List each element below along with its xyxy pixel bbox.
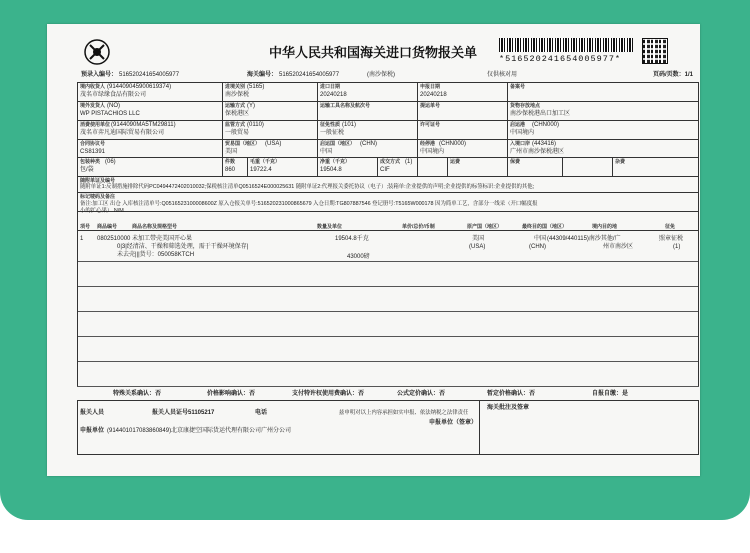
contract: CS81391 — [80, 149, 106, 155]
docs-line: 随附单证1:反制措施排除代码PC0494472402010032;保税核注清单Q0516524E000025631 随附单证2:代理报关委托协议（电子）;装箱单:企业提供的声明;企业提供的标签标识:企业提供的其他; — [80, 184, 535, 190]
customs-declaration-form — [47, 24, 700, 476]
unit-label: 申报单位 — [80, 428, 105, 434]
special-confirm: 特殊关系确认：否 — [113, 391, 162, 397]
customs-emblem-icon — [83, 38, 111, 66]
deal: CIF — [380, 167, 390, 173]
entry-port-code: (5165) — [247, 84, 265, 90]
supervision-code: (0110) — [247, 122, 264, 128]
entry-place: 广州市南沙保税港区 — [510, 149, 565, 155]
page-label: 页码/页数：1/1 — [653, 72, 694, 78]
royalty-confirm: 支付特许权使用费确认：否 — [292, 391, 365, 397]
col-levy: 征免 — [665, 224, 676, 230]
col-qty: 数量及单位 — [317, 224, 343, 230]
entry-port: 南沙保税 — [225, 92, 250, 98]
declarant-cert: 报关人员证号51105217 — [152, 410, 215, 416]
phone-label: 电话 — [255, 410, 268, 416]
consignee: 茂名市绿缘食品有限公司 — [80, 92, 147, 98]
item-dest-code: (CHN) — [529, 244, 546, 250]
barcode-number: *516520241654005977* — [499, 54, 622, 64]
prep-no: 516520241654005977 — [119, 72, 180, 78]
copy-label: 仅供核对用 — [487, 72, 518, 78]
net: 19504.8 — [320, 167, 342, 173]
item-name-3: 未去壳|||货号：050058KTCH — [117, 252, 195, 258]
declaring-unit: (914401017083860849)北京康捷空国际货运代理有限公司广州分公司 — [107, 428, 292, 434]
transport-code: (Y) — [247, 103, 255, 109]
item-district-1: (44309/440115)南沙其他/广 — [547, 236, 621, 242]
col-price: 单价/总价/币制 — [402, 224, 435, 230]
item-origin-code: (USA) — [469, 244, 486, 250]
customs-remark-label: 海关批注及签章 — [487, 405, 530, 411]
origin-port-code: (CHN000) — [532, 122, 560, 128]
via-port: 中国境内 — [420, 149, 445, 155]
storage: 南沙保税港出口加工区 — [510, 111, 571, 117]
entry-place-code: (443416) — [532, 141, 557, 147]
pack: 包/袋 — [80, 167, 94, 173]
customs-place: (南沙保税) — [367, 72, 395, 78]
tax: 一般征税 — [320, 130, 345, 136]
customs-no: 516520241654005977 — [279, 72, 340, 78]
net-label: 净重（千克） — [320, 159, 351, 165]
supervision: 一般贸易 — [225, 130, 250, 136]
item-code: 0802510000 — [97, 236, 131, 242]
marks-label: 标记唛码及备注 — [80, 194, 116, 200]
docs-label: 随附单证及编号 — [80, 178, 116, 184]
declare-date: 20240218 — [420, 92, 447, 98]
contract-label: 合同协议号 — [80, 141, 106, 147]
via-port-code: (CHN000) — [439, 141, 467, 147]
col-no: 项号 — [80, 224, 91, 230]
license-label: 许可证号 — [420, 122, 441, 128]
item-district-2: 州市南沙区 — [603, 244, 634, 250]
pieces: 860 — [225, 167, 236, 173]
consignee-label: 境内收货人 — [80, 84, 106, 90]
misc-label: 杂费 — [615, 159, 626, 165]
ship-country: 中国 — [320, 149, 333, 155]
deal-label: 成交方式 — [380, 159, 401, 165]
prep-no-label: 预录入编号： — [81, 72, 118, 78]
marks-line-1: 备注:加工区 出仓 入库核注清单号:Q0516523100008600Z 原入仓报关单号:516520231000865679 入仓日期:TG807887546 登记册号:T5165W000178 因为简单工艺，含部分一线采（开口幅度报 — [80, 201, 538, 207]
entry-port-label: 进境关别 — [225, 84, 246, 90]
pieces-label: 件数 — [225, 159, 236, 165]
col-dest: 最终目的国（地区） — [522, 224, 568, 230]
form-title: 中华人民共和国海关进口货物报关单 — [269, 46, 478, 61]
bill-label: 提运单号 — [420, 103, 441, 109]
record-no-label: 备案号 — [510, 84, 526, 90]
pack-label: 包装种类 — [80, 159, 101, 165]
col-code: 商品编号 — [97, 224, 118, 230]
declarant-label: 报关人员 — [80, 410, 105, 416]
item-levy-1: 照章征税 — [659, 236, 684, 242]
item-name-1: 未加工带壳美国开心果 — [132, 236, 193, 242]
tax-label: 征免性质 — [320, 122, 341, 128]
col-name: 商品名称及规格型号 — [132, 224, 178, 230]
item-no: 1 — [80, 236, 84, 242]
ship-country-label: 启运国（地区） — [320, 141, 356, 147]
customs-no-label: 海关编号： — [247, 72, 278, 78]
supervision-label: 监管方式 — [225, 122, 246, 128]
col-origin: 原产国（地区） — [467, 224, 503, 230]
selfpay-confirm: 自报自缴：是 — [592, 391, 629, 397]
consignee-code: (914409045900619374) — [107, 84, 172, 90]
transport-label: 运输方式 — [225, 103, 246, 109]
provisional-confirm: 暂定价格确认：否 — [487, 391, 536, 397]
consumer-code: (9144090MA5TM29811) — [111, 122, 176, 128]
item-levy-2: (1) — [673, 244, 681, 250]
item-qty-2: 43000磅 — [347, 254, 370, 260]
storage-label: 货物存放地点 — [510, 103, 541, 109]
unit-stamp-label: 申报单位（签章） — [429, 420, 478, 426]
marks-line-2: 小的扩心果） N/M — [80, 208, 124, 214]
gross: 19722.4 — [250, 167, 272, 173]
legal-statement: 兹申明对以上内容承担如实申报、依法纳税之法律责任 — [339, 410, 469, 416]
pack-code: (06) — [105, 159, 116, 165]
transport: 保税港区 — [225, 111, 250, 117]
origin-port: 中国境内 — [510, 130, 535, 136]
pricing-confirm: 公式定价确认：否 — [397, 391, 446, 397]
vehicle-label: 运输工具名称及航次号 — [320, 103, 371, 109]
origin-port-label: 启运港 — [510, 122, 526, 128]
item-qty-1: 19504.8千克 — [335, 236, 369, 242]
item-name-2: 0|3|经清洁、干燥和筛选处理，需于干燥环境保存| — [117, 244, 249, 250]
trade-country-code: (USA) — [265, 141, 282, 147]
tax-code: (101) — [342, 122, 357, 128]
import-date: 20240218 — [320, 92, 347, 98]
consumer: 茂名市弈凡迪国际贸易有限公司 — [80, 130, 165, 136]
insurance-label: 保费 — [510, 159, 521, 165]
deal-code: (1) — [405, 159, 413, 165]
entry-place-label: 入境口岸 — [510, 141, 531, 147]
freight-label: 运费 — [450, 159, 461, 165]
price-confirm: 价格影响确认：否 — [207, 391, 256, 397]
overseas-label: 境外发货人 — [80, 103, 106, 109]
import-date-label: 进口日期 — [320, 84, 341, 90]
via-port-label: 经停港 — [420, 141, 436, 147]
col-district: 境内目的地 — [592, 224, 618, 230]
ship-country-code: (CHN) — [360, 141, 377, 147]
item-dest: 中国 — [534, 236, 547, 242]
qr-code-icon — [642, 38, 668, 64]
barcode — [499, 38, 633, 52]
overseas-code: (NO) — [107, 103, 120, 109]
item-origin: 美国 — [472, 236, 485, 242]
overseas-shipper: WP PISTACHIOS LLC — [80, 111, 140, 117]
gross-label: 毛重（千克） — [250, 159, 281, 165]
declare-date-label: 申报日期 — [420, 84, 441, 90]
trade-country-label: 贸易国（地区） — [225, 141, 261, 147]
consumer-label: 消费使用单位 — [80, 122, 111, 128]
trade-country: 美国 — [225, 149, 238, 155]
